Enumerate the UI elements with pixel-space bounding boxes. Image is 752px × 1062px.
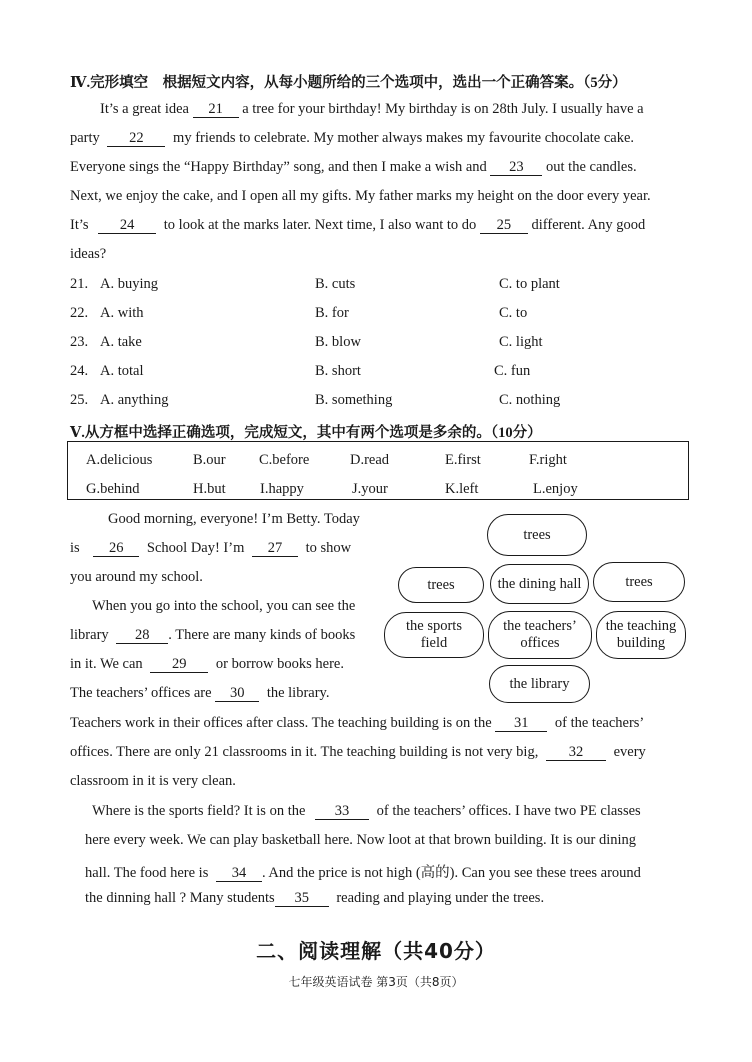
map-trees-left: trees (398, 567, 484, 603)
word-option[interactable]: D.read (350, 452, 390, 468)
text: offices. There are only 21 classrooms in it. The teaching building is not very big, (70, 744, 542, 760)
map-dining-hall: the dining hall (490, 564, 589, 604)
text: It’s a great idea (100, 101, 193, 117)
part4-line-2 (70, 130, 634, 147)
part5-line-8 (70, 715, 644, 732)
map-sports-field: the sports field (384, 612, 484, 658)
section-2-heading: 二、阅读理解（共40分） (256, 939, 496, 963)
option-b[interactable]: B. something (315, 392, 393, 408)
option-c[interactable]: C. to (499, 305, 528, 321)
blank-21[interactable]: 21 (193, 102, 239, 118)
page-footer: 七年级英语试卷 第3页（共8页） (288, 975, 464, 989)
text: hall. The food here is (85, 865, 212, 881)
text: different. Any good (527, 217, 646, 233)
text: is (70, 540, 84, 556)
text: party (70, 130, 104, 146)
part4-line-5 (70, 217, 645, 234)
text: out the candles. (542, 159, 637, 175)
part5-line-2 (70, 540, 351, 557)
word-option[interactable]: E.first (445, 452, 481, 468)
blank-23[interactable]: 23 (490, 160, 542, 176)
option-a[interactable]: A. take (100, 334, 142, 350)
part4-line-3 (70, 159, 637, 176)
blank-28[interactable]: 28 (116, 628, 168, 644)
blank-35[interactable]: 35 (275, 891, 329, 907)
word-option[interactable]: C.before (259, 452, 310, 468)
text: of the teachers’ offices. I have two PE classes (373, 803, 641, 819)
question-number: 25. (70, 392, 89, 408)
word-option[interactable]: L.enjoy (533, 481, 578, 497)
question-number: 21. (70, 276, 89, 292)
text: my friends to celebrate. My mother always makes my favourite chocolate cake. (169, 130, 635, 146)
text: to show (302, 540, 352, 556)
option-c[interactable]: C. to plant (499, 276, 560, 292)
part5-line-4: When you go into the school, you can see the (92, 598, 356, 614)
part5-line-7 (70, 685, 330, 702)
option-c[interactable]: C. fun (494, 363, 531, 379)
map-trees-right: trees (593, 562, 685, 602)
blank-30[interactable]: 30 (215, 686, 259, 702)
question-number: 22. (70, 305, 89, 321)
text: It’s (70, 217, 93, 233)
blank-34[interactable]: 34 (216, 866, 262, 882)
text: to look at the marks later. Next time, I also want to do (160, 217, 480, 233)
question-number: 23. (70, 334, 89, 350)
word-option[interactable]: H.but (193, 481, 226, 497)
question-number: 24. (70, 363, 89, 379)
option-b[interactable]: B. blow (315, 334, 361, 350)
part5-line-9 (70, 744, 646, 761)
blank-25[interactable]: 25 (480, 218, 528, 234)
blank-33[interactable]: 33 (315, 804, 369, 820)
part5-line-14 (85, 890, 544, 907)
word-option[interactable]: A.delicious (86, 452, 153, 468)
part5-line-5 (70, 627, 355, 644)
blank-31[interactable]: 31 (495, 716, 547, 732)
map-library: the library (489, 665, 590, 703)
text: School Day! I’m (143, 540, 248, 556)
text: the library. (263, 685, 330, 701)
part5-line-13 (85, 861, 641, 882)
text: The teachers’ offices are (70, 685, 216, 701)
option-c[interactable]: C. nothing (499, 392, 561, 408)
text: Where is the sports field? It is on the (92, 803, 310, 819)
text: Everyone sings the “Happy Birthday” song, and then I make a wish and (70, 159, 491, 175)
part5-line-1: Good morning, everyone! I’m Betty. Today (108, 511, 360, 527)
text: of the teachers’ (551, 715, 645, 731)
text: or borrow books here. (212, 656, 344, 672)
text: in it. We can (70, 656, 147, 672)
part5-line-11 (92, 803, 641, 820)
text: library (70, 627, 113, 643)
word-option[interactable]: K.left (445, 481, 479, 497)
part5-line-12: here every week. We can play basketball here. Now loot at that brown building. It is our dining (85, 832, 637, 848)
text: every (609, 744, 646, 760)
blank-22[interactable]: 22 (107, 131, 165, 147)
word-option[interactable]: J.your (352, 481, 388, 497)
blank-29[interactable]: 29 (150, 657, 208, 673)
text: reading and playing under the trees. (332, 890, 545, 906)
word-option[interactable]: B.our (193, 452, 226, 468)
word-option[interactable]: F.right (529, 452, 567, 468)
map-teaching-building: the teaching building (596, 611, 686, 659)
text: . And the price is not high (高的). Can you see these trees around (261, 865, 641, 881)
part5-line-3: you around my school. (70, 569, 203, 585)
blank-27[interactable]: 27 (252, 541, 298, 557)
blank-24[interactable]: 24 (98, 218, 156, 234)
option-a[interactable]: A. anything (100, 392, 169, 408)
blank-26[interactable]: 26 (93, 541, 139, 557)
text: the dinning hall ? Many students (85, 890, 275, 906)
option-a[interactable]: A. total (100, 363, 144, 379)
map-teachers-offices: the teachers’ offices (488, 611, 592, 659)
text: Teachers work in their offices after class. The teaching building is on the (70, 715, 496, 731)
option-b[interactable]: B. cuts (315, 276, 356, 292)
part5-line-10: classroom in it is very clean. (70, 773, 236, 789)
part4-header: Ⅳ.完形填空 根据短文内容，从每小题所给的三个选项中，选出一个正确答案。（5分） (70, 75, 627, 91)
part5-header: Ⅴ.从方框中选择正确选项，完成短文，其中有两个选项是多余的。（10分） (70, 425, 542, 441)
option-b[interactable]: B. for (315, 305, 349, 321)
part4-line-6: ideas? (70, 246, 107, 262)
option-b[interactable]: B. short (315, 363, 361, 379)
blank-32[interactable]: 32 (546, 745, 606, 761)
map-trees-top: trees (487, 514, 587, 556)
option-a[interactable]: A. buying (100, 276, 158, 292)
word-option[interactable]: G.behind (86, 481, 140, 497)
part5-line-6 (70, 656, 344, 673)
option-a[interactable]: A. with (100, 305, 144, 321)
option-c[interactable]: C. light (499, 334, 543, 350)
word-option[interactable]: I.happy (260, 481, 304, 497)
part4-line-1 (100, 101, 644, 118)
text: a tree for your birthday! My birthday is on 28th July. I usually have a (238, 101, 644, 117)
text: . There are many kinds of books (168, 627, 356, 643)
part4-line-4: Next, we enjoy the cake, and I open all my gifts. My father marks my height on the door every year. (70, 188, 651, 204)
